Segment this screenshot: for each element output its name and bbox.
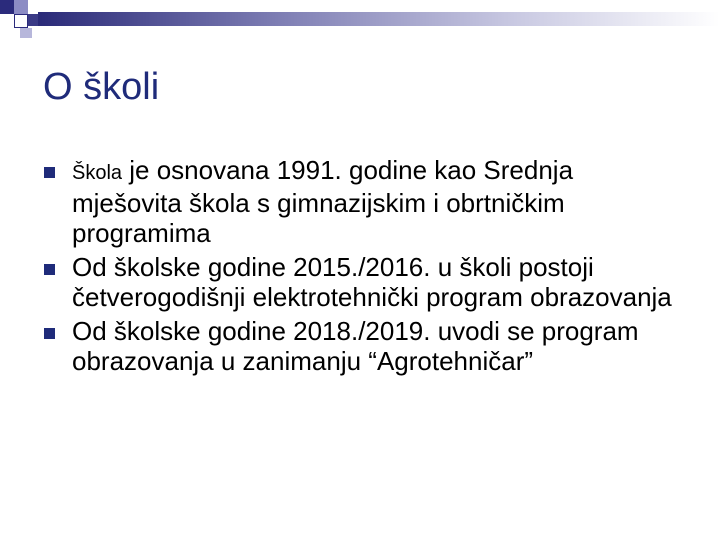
gradient-bar: [38, 12, 720, 26]
decor-square: [14, 0, 28, 14]
bullet-item: [44, 252, 674, 312]
slide-title: O školi: [43, 66, 160, 108]
decor-square: [0, 0, 14, 14]
bullet-lead: Škola: [72, 162, 123, 184]
bullet-item: [44, 316, 674, 376]
bullet-list: [44, 155, 674, 380]
bullet-text: Od školske godine 2015./2016. u školi postoji četverogodišnji elektrotehnički program obrazovanja: [72, 252, 672, 312]
square-bullet-icon: [44, 328, 55, 339]
decor-square: [20, 28, 32, 38]
bullet-text: Od školske godine 2018./2019. uvodi se program obrazovanja u zanimanju “Agrotehničar”: [72, 316, 639, 376]
bullet-text: je osnovana 1991. godine kao Srednja mješovita škola s gimnazijskim i obrtničkim programima: [72, 155, 574, 248]
square-bullet-icon: [44, 167, 55, 178]
bullet-item: [44, 155, 674, 248]
square-bullet-icon: [44, 264, 55, 275]
decor-square: [14, 14, 28, 28]
decor-square: [28, 14, 38, 26]
header-decoration: [0, 0, 720, 60]
